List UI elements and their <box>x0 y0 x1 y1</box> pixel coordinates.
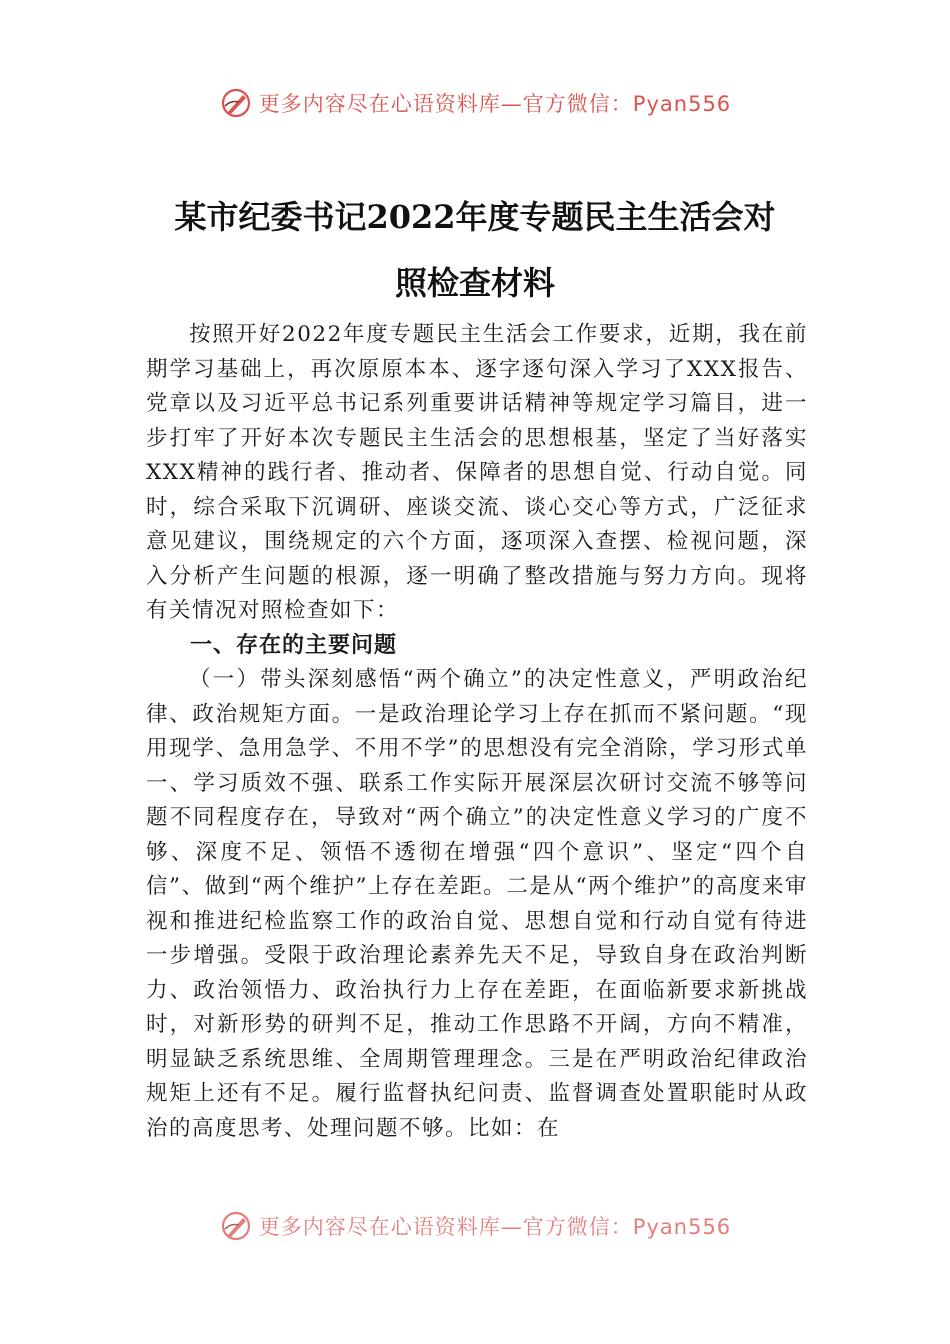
document-title-line1: 某市纪委书记2022年度专题民主生活会对 <box>174 198 776 236</box>
document-body <box>146 318 808 1146</box>
pen-circle-logo-icon <box>219 1209 253 1243</box>
document-title-line2: 照检查材料 <box>394 264 555 302</box>
intro-paragraph: 按照开好2022年度专题民主生活会工作要求，近期，我在前期学习基础上，再次原原本本、逐字逐句深入学习了XXX报告、党章以及习近平总书记系列重要讲话精神等规定学习篇目，进一步打牢了开好本次专题民主生活会的思想根基，坚定了当好落实XXX精神的践行者、推动者、保障者的思想自觉、行动自觉。同时，综合采取下沉调研、座谈交流、谈心交心等方式，广泛征求意见建议，围绕规定的六个方面，逐项深入查摆、检视问题，深入分析产生问题的根源，逐一明确了整改措施与努力方向。现将有关情况对照检查如下： <box>146 322 808 623</box>
watermark-text: 更多内容尽在心语资料库—官方微信：Pyan556 <box>258 1215 732 1239</box>
body-paragraph: （一）带头深刻感悟“两个确立”的决定性意义，严明政治纪律、政治规矩方面。一是政治理论学习上存在抓而不紧问题。“现用现学、急用急学、不用不学”的思想没有完全消除，学习形式单一、学习质效不强、联系工作实际开展深层次研讨交流不够等问题不同程度存在，导致对“两个确立”的决定性意义学习的广度不够、深度不足、领悟不透彻在增强“四个意识”、坚定“四个自信”、做到“两个维护”上存在差距。二是从“两个维护”的高度来审视和推进纪检监察工作的政治自觉、思想自觉和行动自觉有待进一步增强。受限于政治理论素养先天不足，导致自身在政治判断力、政治领悟力、政治执行力上存在差距，在面临新要求新挑战时，对新形势的研判不足，推动工作思路不开阔，方向不精准，明显缺乏系统思维、全周期管理理念。三是在严明政治纪律政治规矩上还有不足。履行监督执纪问责、监督调查处置职能时从政治的高度思考、处理问题不够。比如：在 <box>146 667 808 1141</box>
pen-circle-logo-icon <box>219 86 253 120</box>
watermark-text: 更多内容尽在心语资料库—官方微信：Pyan556 <box>258 92 732 116</box>
watermark-header <box>0 86 950 120</box>
section-heading: 一、存在的主要问题 <box>190 632 398 658</box>
watermark-footer <box>0 1209 950 1243</box>
